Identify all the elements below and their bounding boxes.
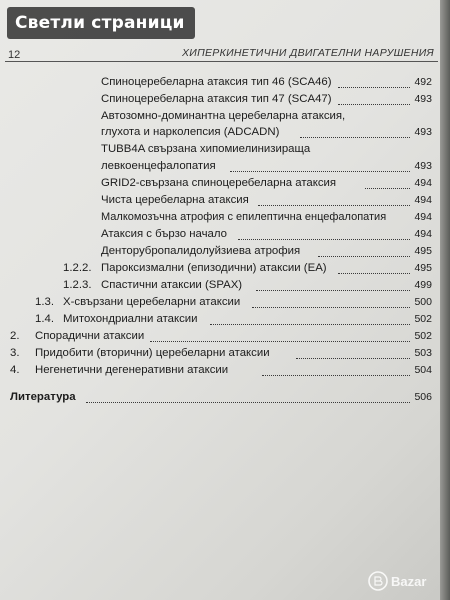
toc-page: 506	[414, 391, 432, 403]
logo-text: Bazar	[391, 574, 427, 589]
toc-entry	[0, 209, 450, 226]
page-number: 12	[8, 49, 21, 61]
toc-number: 1.3.	[35, 296, 54, 308]
toc-title: Митохондриални атаксии	[63, 313, 198, 325]
toc-number: 1.2.3.	[63, 279, 92, 291]
toc-entry	[0, 158, 450, 175]
toc-page: 502	[414, 330, 432, 342]
toc-title: TUBB4A свързана хипомиелинизираща	[101, 143, 311, 155]
running-title: ХИПЕРКИНЕТИЧНИ ДВИГАТЕЛНИ НАРУШЕНИЯ	[181, 47, 434, 59]
toc-leader	[238, 238, 410, 240]
toc-number: 2.	[10, 330, 20, 342]
toc-page: 493	[414, 93, 432, 105]
toc-page: 494	[414, 194, 432, 206]
toc-title: Литература	[10, 391, 76, 403]
toc-page: 494	[414, 211, 432, 223]
toc-entry	[0, 277, 450, 294]
toc-title: Денторубропалидолуйзиева атрофия	[101, 245, 301, 257]
toc-title: Пароксизмални (епизодични) атаксии (ЕА)	[101, 262, 327, 274]
toc-entry	[0, 124, 450, 141]
header-rule	[5, 61, 438, 62]
toc-page: 499	[414, 279, 432, 291]
toc-page: 493	[414, 126, 432, 138]
toc-title: Чиста церебеларна атаксия	[101, 194, 249, 206]
bazar-logo	[366, 568, 436, 594]
toc-entry	[0, 175, 450, 192]
toc-leader	[230, 170, 410, 172]
toc-leader	[86, 401, 410, 403]
toc-page: 494	[414, 228, 432, 240]
toc-page: 500	[414, 296, 432, 308]
toc-number: 1.2.2.	[63, 262, 92, 274]
toc-leader	[365, 187, 410, 189]
toc-leader	[252, 306, 410, 308]
toc-entry	[0, 362, 450, 379]
toc-entry	[0, 226, 450, 243]
toc-page: 492	[414, 76, 432, 88]
toc-title: Спиноцеребеларна атаксия тип 46 (SCA46)	[101, 76, 332, 88]
toc-number: 3.	[10, 347, 20, 359]
toc-leader	[150, 340, 410, 342]
toc-leader	[256, 289, 410, 291]
toc-entry	[0, 389, 450, 406]
toc-title: Атаксия с бързо начало	[101, 228, 227, 240]
toc-entry	[0, 243, 450, 260]
toc-title: Спорадични атаксии	[35, 330, 145, 342]
toc-entry	[0, 91, 450, 108]
toc-leader	[338, 272, 410, 274]
toc-entry	[0, 328, 450, 345]
toc-page: 493	[414, 160, 432, 172]
toc-leader	[338, 86, 410, 88]
toc-page: 495	[414, 262, 432, 274]
toc-entry	[0, 311, 450, 328]
toc-entry	[0, 108, 450, 125]
toc-page: 503	[414, 347, 432, 359]
toc-leader	[300, 136, 410, 138]
toc-leader	[338, 103, 410, 105]
toc-title: глухота и нарколепсия (ADCADN)	[101, 126, 280, 138]
toc-leader	[262, 374, 410, 376]
toc-title: Автозомно-доминантна церебеларна атаксия,	[101, 110, 346, 122]
toc-title: левкоенцефалопатия	[101, 160, 216, 172]
toc-title: GRID2-свързана спиноцеребеларна атаксия	[101, 177, 337, 189]
toc-page: 495	[414, 245, 432, 257]
site-watermark: Светли страници	[7, 7, 195, 39]
toc-title: X-свързани церебеларни атаксии	[63, 296, 241, 308]
toc-entry	[0, 294, 450, 311]
toc-entry	[0, 192, 450, 209]
toc-page: 494	[414, 177, 432, 189]
toc-leader	[296, 357, 410, 359]
toc-leader	[210, 323, 410, 325]
toc-number: 1.4.	[35, 313, 54, 325]
toc-title: Негенетични дегенеративни атаксии	[35, 364, 229, 376]
toc-entry	[0, 141, 450, 158]
toc-entry	[0, 260, 450, 277]
toc-number: 4.	[10, 364, 20, 376]
toc-page: 502	[414, 313, 432, 325]
toc-leader	[318, 255, 410, 257]
toc-page: 504	[414, 364, 432, 376]
toc-entry	[0, 345, 450, 362]
toc-title: Малкомозъчна атрофия с епилептична енцефалопатия	[101, 211, 387, 223]
toc-title: Спастични атаксии (SPAX)	[101, 279, 243, 291]
toc-title: Придобити (вторични) церебеларни атаксии	[35, 347, 270, 359]
toc-entry	[0, 74, 450, 91]
toc-title: Спиноцеребеларна атаксия тип 47 (SCA47)	[101, 93, 332, 105]
toc-leader	[258, 204, 410, 206]
